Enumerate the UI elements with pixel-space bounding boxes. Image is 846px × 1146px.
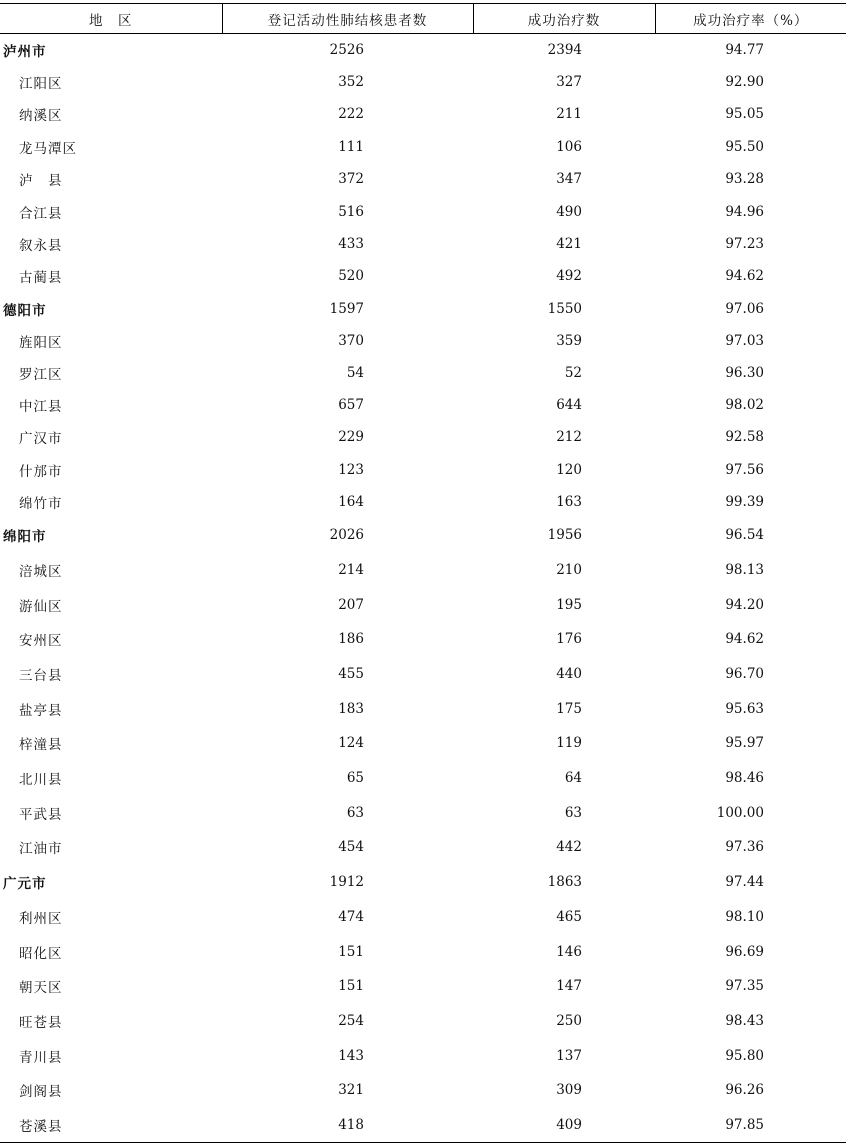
treated-count: 421 — [556, 236, 582, 253]
success-rate: 97.85 — [655, 1108, 846, 1143]
success-rate: 100.00 — [716, 804, 764, 821]
success-rate: 94.77 — [725, 41, 764, 58]
success-rate: 94.20 — [725, 596, 764, 613]
table-row-city — [0, 518, 846, 553]
registered-count: 123 — [338, 461, 364, 478]
table-row — [0, 486, 846, 518]
success-rate: 96.26 — [725, 1082, 764, 1099]
registered-count: 372 — [338, 171, 364, 188]
success-rate: 97.44 — [725, 874, 764, 891]
treated-count: 146 — [556, 943, 582, 960]
column-header-region: 地 区 — [0, 4, 222, 34]
success-rate: 99.39 — [725, 493, 764, 510]
table-row — [0, 325, 846, 357]
table-row — [0, 260, 846, 292]
registered-count: 418 — [222, 1108, 473, 1143]
registered-count: 229 — [338, 429, 364, 446]
treated-count: 176 — [556, 631, 582, 648]
region-name: 三台县 — [19, 668, 63, 685]
region-name: 绵阳市 — [3, 529, 47, 546]
treated-count: 163 — [556, 493, 582, 510]
treated-count: 63 — [564, 804, 582, 821]
table-row-city — [0, 293, 846, 325]
table-row — [0, 657, 846, 692]
success-rate: 94.96 — [725, 203, 764, 220]
registered-count: 474 — [338, 908, 364, 925]
region-name: 罗江区 — [19, 367, 63, 384]
treated-count: 309 — [556, 1082, 582, 1099]
registered-count: 124 — [338, 735, 364, 752]
success-rate: 95.80 — [725, 1047, 764, 1064]
treated-count: 490 — [556, 203, 582, 220]
treated-count: 440 — [556, 666, 582, 683]
table-row — [0, 761, 846, 796]
table-row — [0, 900, 846, 935]
registered-count: 2026 — [329, 527, 364, 544]
region-name: 旺苍县 — [19, 1014, 63, 1031]
registered-count: 2526 — [329, 41, 364, 58]
success-rate: 98.13 — [725, 561, 764, 578]
success-rate: 95.63 — [725, 700, 764, 717]
registered-count: 65 — [346, 770, 364, 787]
registered-count: 321 — [338, 1082, 364, 1099]
region-name: 旌阳区 — [19, 334, 63, 351]
table-row — [0, 195, 846, 227]
success-rate: 96.69 — [725, 943, 764, 960]
table-header-row — [0, 4, 846, 34]
region-name: 平武县 — [19, 806, 63, 823]
table-row — [0, 691, 846, 726]
success-rate: 98.43 — [725, 1012, 764, 1029]
region-name: 合江县 — [19, 205, 63, 222]
table-row — [0, 163, 846, 195]
registered-count: 1597 — [329, 300, 364, 317]
treated-count: 210 — [556, 561, 582, 578]
treated-count: 2394 — [547, 41, 582, 58]
registered-count: 254 — [338, 1012, 364, 1029]
tuberculosis-treatment-table — [0, 3, 846, 1143]
success-rate: 97.56 — [725, 461, 764, 478]
table-row — [0, 228, 846, 260]
registered-count: 151 — [338, 943, 364, 960]
success-rate: 96.30 — [725, 365, 764, 382]
registered-count: 207 — [338, 596, 364, 613]
registered-count: 433 — [338, 236, 364, 253]
region-name: 广汉市 — [19, 431, 63, 448]
success-rate: 93.28 — [725, 171, 764, 188]
table-row — [0, 421, 846, 453]
success-rate: 97.36 — [725, 839, 764, 856]
table-row — [0, 1073, 846, 1108]
region-name: 纳溪区 — [19, 108, 63, 125]
region-name: 古蔺县 — [19, 270, 63, 287]
registered-count: 111 — [338, 138, 364, 155]
region-name: 中江县 — [19, 399, 63, 416]
registered-count: 1912 — [329, 874, 364, 891]
success-rate: 94.62 — [725, 631, 764, 648]
table-body — [0, 34, 846, 1143]
registered-count: 183 — [338, 700, 364, 717]
table-row — [0, 357, 846, 389]
registered-count: 54 — [346, 365, 364, 382]
table-row — [0, 726, 846, 761]
treated-count: 120 — [556, 461, 582, 478]
success-rate: 92.58 — [725, 429, 764, 446]
registered-count: 164 — [338, 493, 364, 510]
table-row — [0, 454, 846, 486]
table-row — [0, 1108, 846, 1143]
registered-count: 454 — [338, 839, 364, 856]
treated-count: 147 — [556, 978, 582, 995]
region-name: 德阳市 — [3, 302, 47, 319]
table-row — [0, 66, 846, 98]
region-name: 广元市 — [3, 876, 47, 893]
table-row-city — [0, 34, 846, 66]
registered-count: 352 — [338, 74, 364, 91]
registered-count: 151 — [338, 978, 364, 995]
success-rate: 97.06 — [725, 300, 764, 317]
region-name: 利州区 — [19, 910, 63, 927]
region-name: 安州区 — [19, 633, 63, 650]
region-name: 青川县 — [19, 1049, 63, 1066]
success-rate: 92.90 — [725, 74, 764, 91]
registered-count: 455 — [338, 666, 364, 683]
treated-count: 119 — [556, 735, 582, 752]
table-row-city — [0, 865, 846, 900]
region-name: 龙马潭区 — [19, 140, 77, 157]
success-rate: 97.35 — [725, 978, 764, 995]
region-name: 什邡市 — [19, 463, 63, 480]
success-rate: 97.03 — [725, 332, 764, 349]
column-header-registered-patients: 登记活动性肺结核患者数 — [222, 4, 473, 34]
registered-count: 520 — [338, 268, 364, 285]
table-row — [0, 830, 846, 865]
success-rate: 94.62 — [725, 268, 764, 285]
success-rate: 95.05 — [725, 106, 764, 123]
treated-count: 327 — [556, 74, 582, 91]
region-name: 泸州市 — [3, 43, 47, 60]
table-row — [0, 934, 846, 969]
treated-count: 64 — [564, 770, 582, 787]
treated-count: 212 — [556, 429, 582, 446]
treated-count: 644 — [556, 397, 582, 414]
column-header-success-rate: 成功治疗率（%） — [655, 4, 846, 34]
treated-count: 175 — [556, 700, 582, 717]
registered-count: 186 — [338, 631, 364, 648]
treated-count: 211 — [556, 106, 582, 123]
treated-count: 250 — [556, 1012, 582, 1029]
success-rate: 97.23 — [725, 236, 764, 253]
success-rate: 98.02 — [725, 397, 764, 414]
region-name: 梓潼县 — [19, 737, 63, 754]
table-row — [0, 98, 846, 130]
treated-count: 442 — [556, 839, 582, 856]
region-name: 昭化区 — [19, 945, 63, 962]
region-name: 涪城区 — [19, 563, 63, 580]
treated-count: 465 — [556, 908, 582, 925]
treated-count: 492 — [556, 268, 582, 285]
registered-count: 143 — [338, 1047, 364, 1064]
table-row — [0, 969, 846, 1004]
region-name: 叙永县 — [19, 238, 63, 255]
registered-count: 370 — [338, 332, 364, 349]
treated-count: 409 — [473, 1108, 655, 1143]
treated-count: 347 — [556, 171, 582, 188]
region-name: 泸 县 — [19, 173, 63, 190]
region-name: 朝天区 — [19, 980, 63, 997]
success-rate: 98.46 — [725, 770, 764, 787]
region-name: 江阳区 — [19, 76, 63, 93]
region-name: 绵竹市 — [19, 495, 63, 512]
region-name: 游仙区 — [19, 598, 63, 615]
success-rate: 96.54 — [725, 527, 764, 544]
table-row — [0, 553, 846, 588]
success-rate: 96.70 — [725, 666, 764, 683]
treated-count: 106 — [556, 138, 582, 155]
region-name: 剑阁县 — [19, 1084, 63, 1101]
treated-count: 52 — [564, 365, 582, 382]
treated-count: 359 — [556, 332, 582, 349]
registered-count: 63 — [346, 804, 364, 821]
success-rate: 95.50 — [725, 138, 764, 155]
registered-count: 657 — [338, 397, 364, 414]
success-rate: 98.10 — [725, 908, 764, 925]
table-row — [0, 389, 846, 421]
table-row — [0, 622, 846, 657]
registered-count: 222 — [338, 106, 364, 123]
treated-count: 1550 — [547, 300, 582, 317]
region-name: 苍溪县 — [0, 1108, 222, 1143]
table-row — [0, 795, 846, 830]
treated-count: 1863 — [547, 874, 582, 891]
table-row — [0, 1004, 846, 1039]
table-row — [0, 587, 846, 622]
region-name: 北川县 — [19, 772, 63, 789]
region-name: 江油市 — [19, 841, 63, 858]
treated-count: 1956 — [547, 527, 582, 544]
table-row — [0, 1038, 846, 1073]
table-row — [0, 131, 846, 163]
region-name: 盐亭县 — [19, 702, 63, 719]
treated-count: 195 — [556, 596, 582, 613]
column-header-successfully-treated: 成功治疗数 — [473, 4, 655, 34]
registered-count: 214 — [338, 561, 364, 578]
treated-count: 137 — [556, 1047, 582, 1064]
success-rate: 95.97 — [725, 735, 764, 752]
registered-count: 516 — [338, 203, 364, 220]
